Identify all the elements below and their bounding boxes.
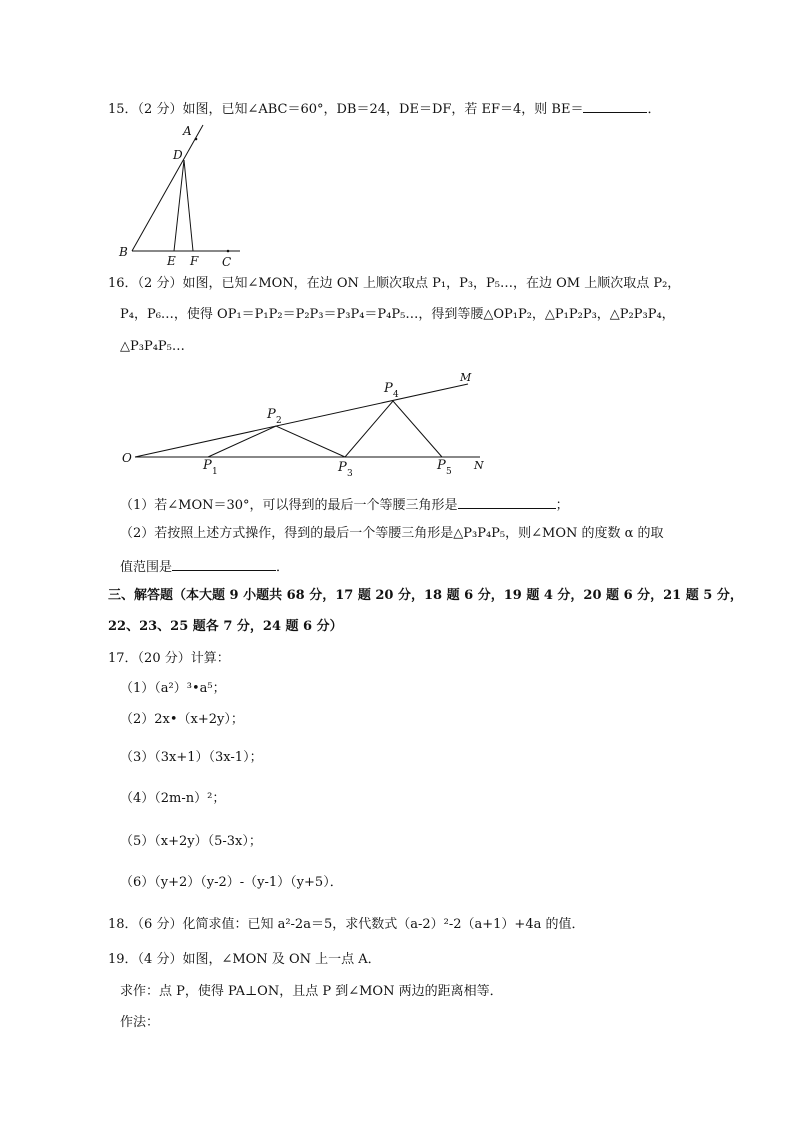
q16-sub2-line2 <box>120 556 289 577</box>
section3-heading-line1: 三、解答题（本大题 9 小题共 68 分，17 题 20 分，18 题 6 分，19 题 4 分，20 题 6 分，21 题 5 分， <box>108 588 743 603</box>
q16-sub1-text: （1）若∠MON＝30°，可以得到的最后一个等腰三角形是 <box>120 498 458 513</box>
q16-sub2-line1: （2）若按照上述方式操作，得到的最后一个等腰三角形是△P₃P₄P₅，则∠MON 的度数 α 的取 <box>120 526 664 541</box>
section3-heading-line2: 22、23、25 题各 7 分，24 题 6 分） <box>108 619 343 634</box>
q19-line3: 作法： <box>120 1015 160 1030</box>
q16-sub2-tail: ． <box>276 560 290 575</box>
q17-item-6: （6）（y+2）（y-2）-（y-1）（y+5）． <box>120 875 343 890</box>
q16-zigzag <box>208 401 442 457</box>
q16-label-o: O <box>122 451 132 465</box>
q16-label-p5: P <box>437 458 446 473</box>
q16-label-p3: P <box>338 460 347 475</box>
q16-sub2-blank <box>172 556 276 571</box>
q16-label-p4: P <box>384 381 393 396</box>
q16-label-p1-sub: 1 <box>212 467 218 477</box>
q15-label-d: D <box>173 148 183 162</box>
q17-item-5: （5）（x+2y）（5-3x）； <box>120 834 262 849</box>
q16-sub2-text: 值范围是 <box>120 560 173 575</box>
q16-label-p2: P <box>267 407 276 422</box>
q19-line1: 19．（4 分）如图，∠MON 及 ON 上一点 A． <box>108 952 381 967</box>
q15-label-b: B <box>119 245 128 259</box>
q16-sub1-blank <box>458 494 556 509</box>
q17-item-4: （4）（2m-n）²； <box>120 791 226 806</box>
q15-tail: ． <box>647 102 661 117</box>
q15-stem: 15．（2 分）如图，已知∠ABC＝60°，DB＝24，DE＝DF，若 EF＝4，则 BE＝ <box>108 102 584 117</box>
q16-label-p3-sub: 3 <box>347 469 353 479</box>
q16-line2: P₄，P₆…，使得 OP₁＝P₁P₂＝P₂P₃＝P₃P₄＝P₄P₅…，得到等腰△OP₁P₂，△P₁P₂P₃，△P₂P₃P₄， <box>120 307 675 322</box>
q15-label-e: E <box>167 254 176 268</box>
q16-sub1 <box>120 494 569 515</box>
q16-line3: △P₃P₄P₅… <box>120 339 185 354</box>
q16-label-m: M <box>460 371 472 384</box>
q15-label-c: C <box>222 255 232 269</box>
q17-item-2: （2）2x•（x+2y）； <box>120 712 244 727</box>
q17-item-1: （1）（a²）³•a⁵； <box>120 681 226 696</box>
q16-sub1-tail: ； <box>555 498 569 513</box>
q17-item-3: （3）（3x+1）（3x-1）； <box>120 750 263 765</box>
q16-label-n: N <box>474 459 484 472</box>
q15-label-f: F <box>190 254 199 268</box>
q17-title: 17．（20 分）计算： <box>108 651 230 666</box>
q15-label-a: A <box>183 124 192 138</box>
q16-line1: 16．（2 分）如图，已知∠MON，在边 ON 上顺次取点 P₁，P₃，P₅…，在边 OM 上顺次取点 P₂， <box>108 276 681 291</box>
q16-ray-om <box>135 384 468 457</box>
q16-label-p1: P <box>203 458 212 473</box>
q16-label-p2-sub: 2 <box>276 416 282 426</box>
q16-label-p4-sub: 4 <box>393 390 399 400</box>
q16-label-p5-sub: 5 <box>446 467 452 477</box>
q19-line2: 求作：点 P，使得 PA⊥ON，且点 P 到∠MON 两边的距离相等． <box>120 984 503 999</box>
q18-text: 18．（6 分）化简求值：已知 a²-2a＝5，求代数式（a-2）²-2（a+1）+4a 的值． <box>108 917 585 932</box>
